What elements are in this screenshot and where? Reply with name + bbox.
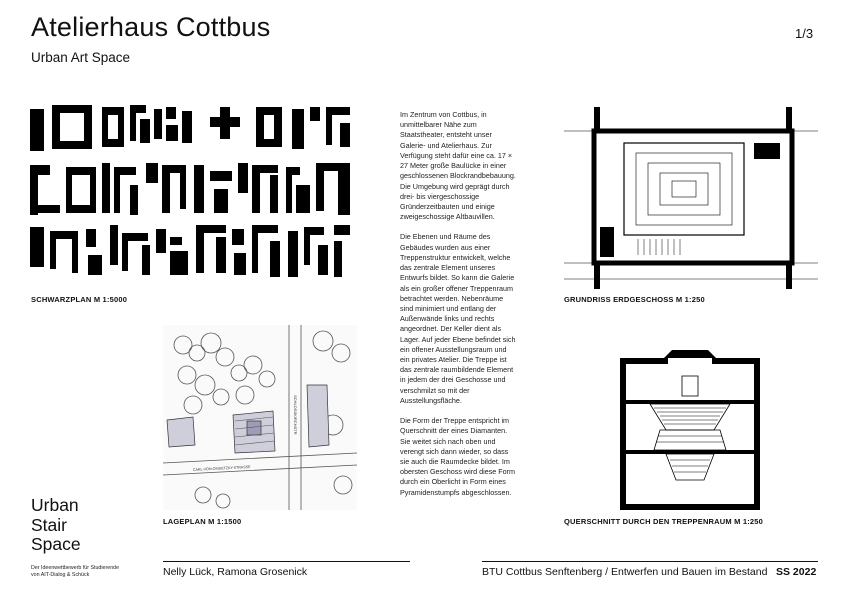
body-text-column: [400, 110, 518, 508]
grundriss-figure: [564, 107, 818, 289]
footer-institution: BTU Cottbus Senftenberg / Entwerfen und Bauen im Bestand: [482, 566, 768, 578]
footer-rule-left: [163, 561, 410, 562]
logo-line-1: Urban: [31, 495, 79, 515]
lageplan-street-label-horizontal: CARL-VON-OSSIETZKY-STRASSE: [192, 464, 251, 472]
lageplan-caption: LAGEPLAN M 1:1500: [163, 517, 242, 526]
logo-line-2: Stair: [31, 514, 67, 535]
querschnitt-figure: [620, 350, 760, 510]
lageplan-figure: [163, 325, 357, 510]
grundriss-caption: GRUNDRISS ERDGESCHOSS M 1:250: [564, 295, 705, 304]
page-number: 1/3: [795, 26, 814, 41]
footer-rule-right: [482, 561, 818, 562]
body-paragraph-1: Im Zentrum von Cottbus, in unmittelbarer Nähe zum Staatstheater, entsteht unser Galerie- und Atelierhaus. Zur Verfügung steht dafür eine ca. 17 × 27 Meter große Baulücke in einer geschlossenen Blockrandbebauung. Die Umgebung wird geprägt durch drei- bis viergeschossige Gründerzeitbauten und einige zweigeschossige Altbauvillen.: [400, 110, 516, 222]
body-paragraph-2: Die Ebenen und Räume des Gebäudes wurden aus einer Treppenstruktur entwickelt, welche das zentrale Element unseres Entwurfs bildet. So kann die Galerie als ein großer offener Treppenraum betrachtet werden. Nebenräume sind minimiert und entlang der Außenwände links und rechts angeordnet. Der Keller dient als Lager. Auf jeder Ebene befindet sich ein offener Ausstellungsraum und ein privates Atelier. Die Treppe ist das zentrale raumbildende Element in jedem der drei Geschosse und verschmilzt so mit der Ausstellungsfläche.: [400, 232, 516, 405]
lageplan-street-label-vertical: SCHLOSSKIRCHSTR: [293, 395, 298, 435]
competition-logo: [31, 496, 81, 555]
page-title: Atelierhaus Cottbus: [31, 12, 271, 42]
logo-description: [31, 565, 151, 579]
page-subtitle: Urban Art Space: [31, 50, 131, 65]
logo-line-3: Space: [31, 534, 81, 555]
logo-description-line-2: von AIT-Dialog & Schück: [31, 572, 90, 579]
querschnitt-caption: QUERSCHNITT DURCH DEN TREPPENRAUM M 1:250: [564, 517, 764, 526]
body-paragraph-3: Die Form der Treppe entspricht im Querschnitt der eines Diamanten. Sie weitet sich nach oben und verengt sich dann wieder, so dass sie auch die Raumdecke bildet. Im obersten Geschoss wird diese Form durch ein Oberlicht in Form eines Pyramidenstumpfs abgeschlossen.: [400, 416, 516, 497]
footer-semester: SS 2022: [776, 566, 817, 578]
schwarzplan-caption: SCHWARZPLAN M 1:5000: [31, 295, 128, 304]
footer-authors: Nelly Lück, Ramona Grosenick: [163, 566, 308, 578]
logo-description-line-1: Der Ideenwettbewerb für Studierende: [31, 565, 120, 571]
schwarzplan-figure: [30, 105, 352, 287]
